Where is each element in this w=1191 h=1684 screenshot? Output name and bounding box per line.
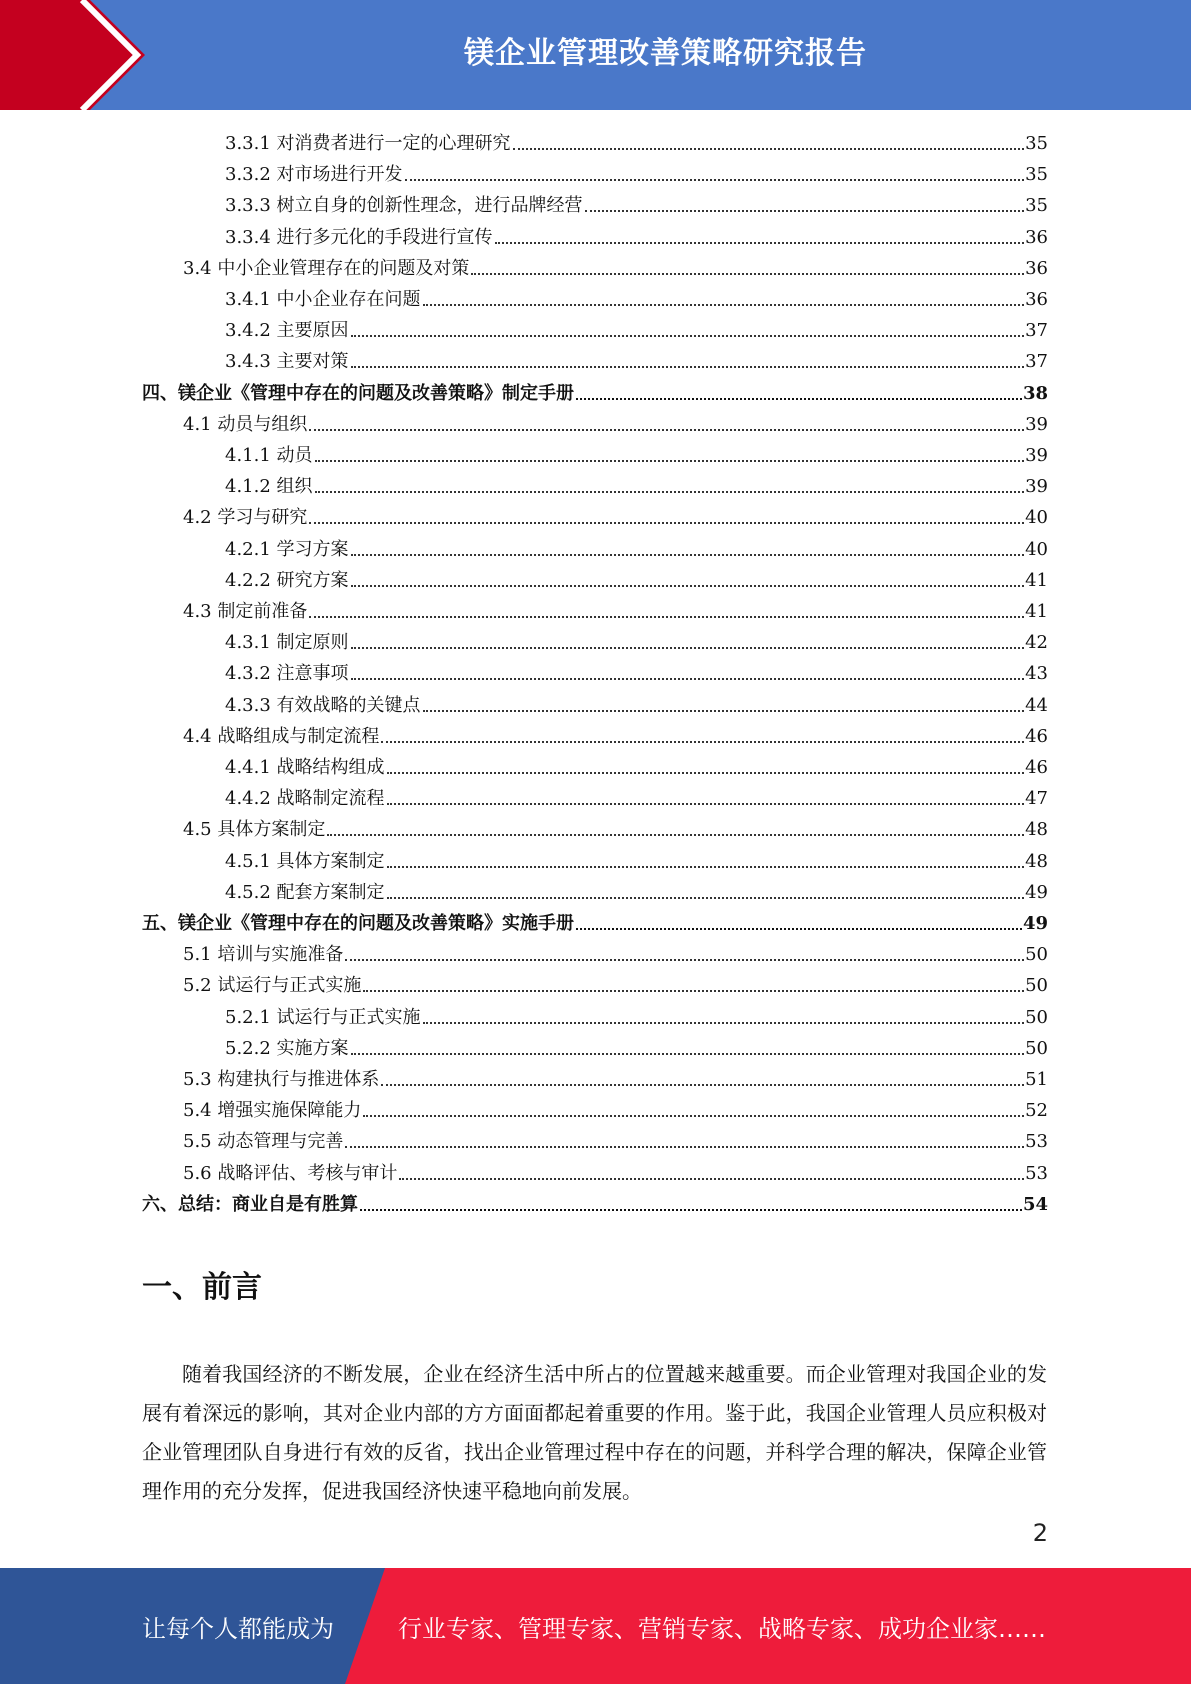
toc-dot-leader <box>345 1146 1024 1148</box>
document-title: 镁企业管理改善策略研究报告 <box>464 36 867 71</box>
toc-dot-leader <box>315 491 1025 493</box>
toc-dot-leader <box>405 179 1025 181</box>
toc-entry[interactable] <box>225 346 1048 374</box>
toc-entry-page: 54 <box>1022 1193 1048 1215</box>
toc-entry[interactable] <box>225 1033 1048 1061</box>
toc-entry-page: 35 <box>1025 133 1048 154</box>
toc-entry[interactable] <box>183 1095 1048 1123</box>
toc-entry[interactable] <box>183 409 1048 437</box>
toc-dot-leader <box>471 273 1024 275</box>
toc-dot-leader <box>381 741 1024 743</box>
toc-entry-title: 3.3.4 进行多元化的手段进行宣传 <box>225 226 493 248</box>
toc-dot-leader <box>351 335 1025 337</box>
toc-entry-title: 4.3.3 有效战略的关键点 <box>225 694 421 716</box>
toc-entry[interactable] <box>183 502 1048 530</box>
toc-entry-title: 4.3.2 注意事项 <box>225 663 349 685</box>
toc-dot-leader <box>360 1209 1022 1211</box>
toc-dot-leader <box>351 366 1025 368</box>
toc-entry[interactable] <box>225 471 1048 499</box>
toc-entry[interactable] <box>225 1002 1048 1030</box>
toc-entry[interactable] <box>225 565 1048 593</box>
toc-entry-page: 50 <box>1025 1037 1048 1059</box>
toc-entry[interactable] <box>225 783 1048 811</box>
toc-entry-page: 53 <box>1025 1162 1048 1184</box>
toc-entry-page: 43 <box>1025 663 1048 685</box>
toc-entry[interactable] <box>142 378 1048 406</box>
toc-entry-title: 5.2.2 实施方案 <box>225 1037 349 1059</box>
toc-entry-page: 35 <box>1025 164 1048 186</box>
toc-entry[interactable] <box>225 658 1048 686</box>
toc-entry-page: 37 <box>1025 351 1048 373</box>
toc-entry-page: 36 <box>1025 257 1048 279</box>
toc-dot-leader <box>576 398 1022 400</box>
toc-entry-title: 3.4.1 中小企业存在问题 <box>225 289 421 310</box>
toc-entry-page: 46 <box>1025 725 1048 747</box>
toc-dot-leader <box>495 242 1025 244</box>
toc-entry-title: 3.4.3 主要对策 <box>225 351 349 373</box>
toc-dot-leader <box>309 616 1024 618</box>
toc-entry[interactable] <box>183 1126 1048 1154</box>
toc-dot-leader <box>351 678 1025 680</box>
header-arrow-decoration <box>0 0 150 110</box>
toc-entry-page: 53 <box>1025 1131 1048 1153</box>
page-footer <box>0 1568 1191 1684</box>
toc-dot-leader <box>576 928 1022 930</box>
toc-dot-leader <box>327 834 1024 836</box>
toc-entry[interactable] <box>183 1158 1048 1186</box>
toc-entry[interactable] <box>225 534 1048 562</box>
toc-entry-title: 3.3.2 对市场进行开发 <box>225 164 403 186</box>
toc-entry-page: 35 <box>1025 195 1048 217</box>
toc-dot-leader <box>315 460 1025 462</box>
toc-entry-page: 49 <box>1022 913 1048 934</box>
toc-entry-page: 39 <box>1025 476 1048 498</box>
toc-entry-title: 5.1 培训与实施准备 <box>183 944 344 966</box>
toc-entry[interactable] <box>183 939 1048 967</box>
toc-entry-title: 5.6 战略评估、考核与审计 <box>183 1162 398 1184</box>
page-number: 2 <box>1032 1519 1048 1547</box>
toc-entry[interactable] <box>225 315 1048 343</box>
toc-entry[interactable] <box>225 877 1048 905</box>
toc-entry-title: 4.2 学习与研究 <box>183 507 308 529</box>
toc-entry-title: 4.5.2 配套方案制定 <box>225 881 385 903</box>
toc-entry-title: 4.1.1 动员 <box>225 445 313 466</box>
toc-entry-page: 48 <box>1025 819 1048 841</box>
toc-entry-title: 5.2 试运行与正式实施 <box>183 975 362 997</box>
toc-entry-title: 四、镁企业《管理中存在的问题及改善策略》制定手册 <box>142 382 574 404</box>
toc-entry-page: 51 <box>1025 1069 1048 1090</box>
toc-entry-title: 3.3.3 树立自身的创新性理念，进行品牌经营 <box>225 195 583 217</box>
toc-entry-title: 4.2.1 学习方案 <box>225 538 349 560</box>
toc-entry-page: 50 <box>1025 975 1048 997</box>
toc-dot-leader <box>351 647 1025 649</box>
toc-entry[interactable] <box>225 128 1048 156</box>
toc-entry[interactable] <box>225 159 1048 187</box>
toc-entry-page: 39 <box>1025 413 1048 435</box>
toc-entry[interactable] <box>225 190 1048 218</box>
toc-entry-title: 4.2.2 研究方案 <box>225 569 349 591</box>
toc-dot-leader <box>423 710 1025 712</box>
toc-dot-leader <box>309 429 1024 431</box>
body-paragraph: 随着我国经济的不断发展，企业在经济生活中所占的位置越来越重要。而企业管理对我国企业的发展有着深远的影响，其对企业内部的方方面面都起着重要的作用。鉴于此，我国企业管理人员应积极对企业管理团队自身进行有效的反省，找出企业管理过程中存在的问题，并科学合理的解决，保障企业管理作用的充分发挥，促进我国经济快速平稳地向前发展。 <box>142 1362 1047 1503</box>
toc-dot-leader <box>423 304 1025 306</box>
toc-entry-page: 38 <box>1022 382 1048 404</box>
toc-entry[interactable] <box>183 596 1048 624</box>
toc-dot-leader <box>387 772 1025 774</box>
toc-entry-title: 4.3.1 制定原则 <box>225 632 349 654</box>
toc-entry-page: 37 <box>1025 320 1048 342</box>
toc-dot-leader <box>345 959 1024 961</box>
toc-entry-title: 4.3 制定前准备 <box>183 601 308 622</box>
toc-entry[interactable] <box>183 1064 1048 1092</box>
toc-entry-title: 4.1.2 组织 <box>225 476 313 498</box>
toc-entry-page: 48 <box>1025 850 1048 872</box>
toc-dot-leader <box>387 897 1025 899</box>
toc-dot-leader <box>351 554 1025 556</box>
toc-entry-title: 3.4 中小企业管理存在的问题及对策 <box>183 257 470 279</box>
toc-dot-leader <box>351 585 1025 587</box>
toc-entry-page: 36 <box>1025 289 1048 310</box>
footer-slogan-right: 行业专家、管理专家、营销专家、战略专家、成功企业家…… <box>398 1614 1046 1643</box>
toc-dot-leader <box>423 1022 1025 1024</box>
toc-entry-page: 49 <box>1025 881 1048 903</box>
toc-entry[interactable] <box>225 846 1048 874</box>
section-heading: 一、前言 <box>142 1270 262 1305</box>
toc-entry-title: 4.5 具体方案制定 <box>183 819 326 841</box>
toc-dot-leader <box>381 1084 1024 1086</box>
toc-entry[interactable] <box>225 222 1048 250</box>
toc-dot-leader <box>585 210 1025 212</box>
toc-entry-title: 4.4.2 战略制定流程 <box>225 788 385 810</box>
toc-entry-page: 36 <box>1025 226 1048 248</box>
toc-entry[interactable] <box>225 690 1048 718</box>
toc-entry-title: 3.4.2 主要原因 <box>225 320 349 342</box>
toc-entry-title: 5.4 增强实施保障能力 <box>183 1100 362 1122</box>
toc-entry-page: 52 <box>1025 1100 1048 1122</box>
toc-entry-title: 4.4 战略组成与制定流程 <box>183 725 380 747</box>
toc-entry-title: 5.5 动态管理与完善 <box>183 1131 344 1153</box>
toc-dot-leader <box>387 866 1025 868</box>
toc-entry-page: 42 <box>1025 632 1048 654</box>
toc-entry[interactable] <box>225 627 1048 655</box>
toc-entry[interactable] <box>225 440 1048 468</box>
toc-entry-page: 47 <box>1025 788 1048 810</box>
toc-entry[interactable] <box>225 284 1048 312</box>
toc-dot-leader <box>363 1115 1024 1117</box>
toc-entry[interactable] <box>142 1189 1048 1217</box>
toc-entry[interactable] <box>183 721 1048 749</box>
toc-entry-title: 3.3.1 对消费者进行一定的心理研究 <box>225 133 511 154</box>
toc-entry-page: 50 <box>1025 1006 1048 1028</box>
toc-entry[interactable] <box>183 814 1048 842</box>
toc-entry-title: 五、镁企业《管理中存在的问题及改善策略》实施手册 <box>142 913 574 934</box>
toc-entry-page: 41 <box>1025 569 1048 591</box>
toc-dot-leader <box>387 803 1025 805</box>
toc-entry-page: 41 <box>1025 601 1048 622</box>
footer-slogan-left: 让每个人都能成为 <box>142 1614 334 1643</box>
toc-dot-leader <box>399 1178 1024 1180</box>
toc-entry[interactable] <box>183 970 1048 998</box>
toc-entry-title: 5.3 构建执行与推进体系 <box>183 1069 380 1090</box>
toc-entry[interactable] <box>225 752 1048 780</box>
toc-entry[interactable] <box>142 908 1048 936</box>
toc-entry-page: 40 <box>1025 538 1048 560</box>
toc-entry-page: 50 <box>1025 944 1048 966</box>
toc-entry-title: 六、总结：商业自是有胜算 <box>142 1193 358 1215</box>
toc-entry[interactable] <box>183 253 1048 281</box>
toc-entry-title: 4.4.1 战略结构组成 <box>225 757 385 778</box>
toc-entry-title: 4.1 动员与组织 <box>183 413 308 435</box>
toc-entry-page: 40 <box>1025 507 1048 529</box>
toc-dot-leader <box>351 1053 1025 1055</box>
toc-entry-title: 5.2.1 试运行与正式实施 <box>225 1006 421 1028</box>
toc-entry-page: 46 <box>1025 757 1048 778</box>
toc-dot-leader <box>363 990 1024 992</box>
toc-entry-page: 39 <box>1025 445 1048 466</box>
toc-entry-title: 4.5.1 具体方案制定 <box>225 850 385 872</box>
page-header <box>0 0 1191 110</box>
toc-dot-leader <box>309 522 1024 524</box>
toc-dot-leader <box>513 148 1025 150</box>
toc-entry-page: 44 <box>1025 694 1048 716</box>
